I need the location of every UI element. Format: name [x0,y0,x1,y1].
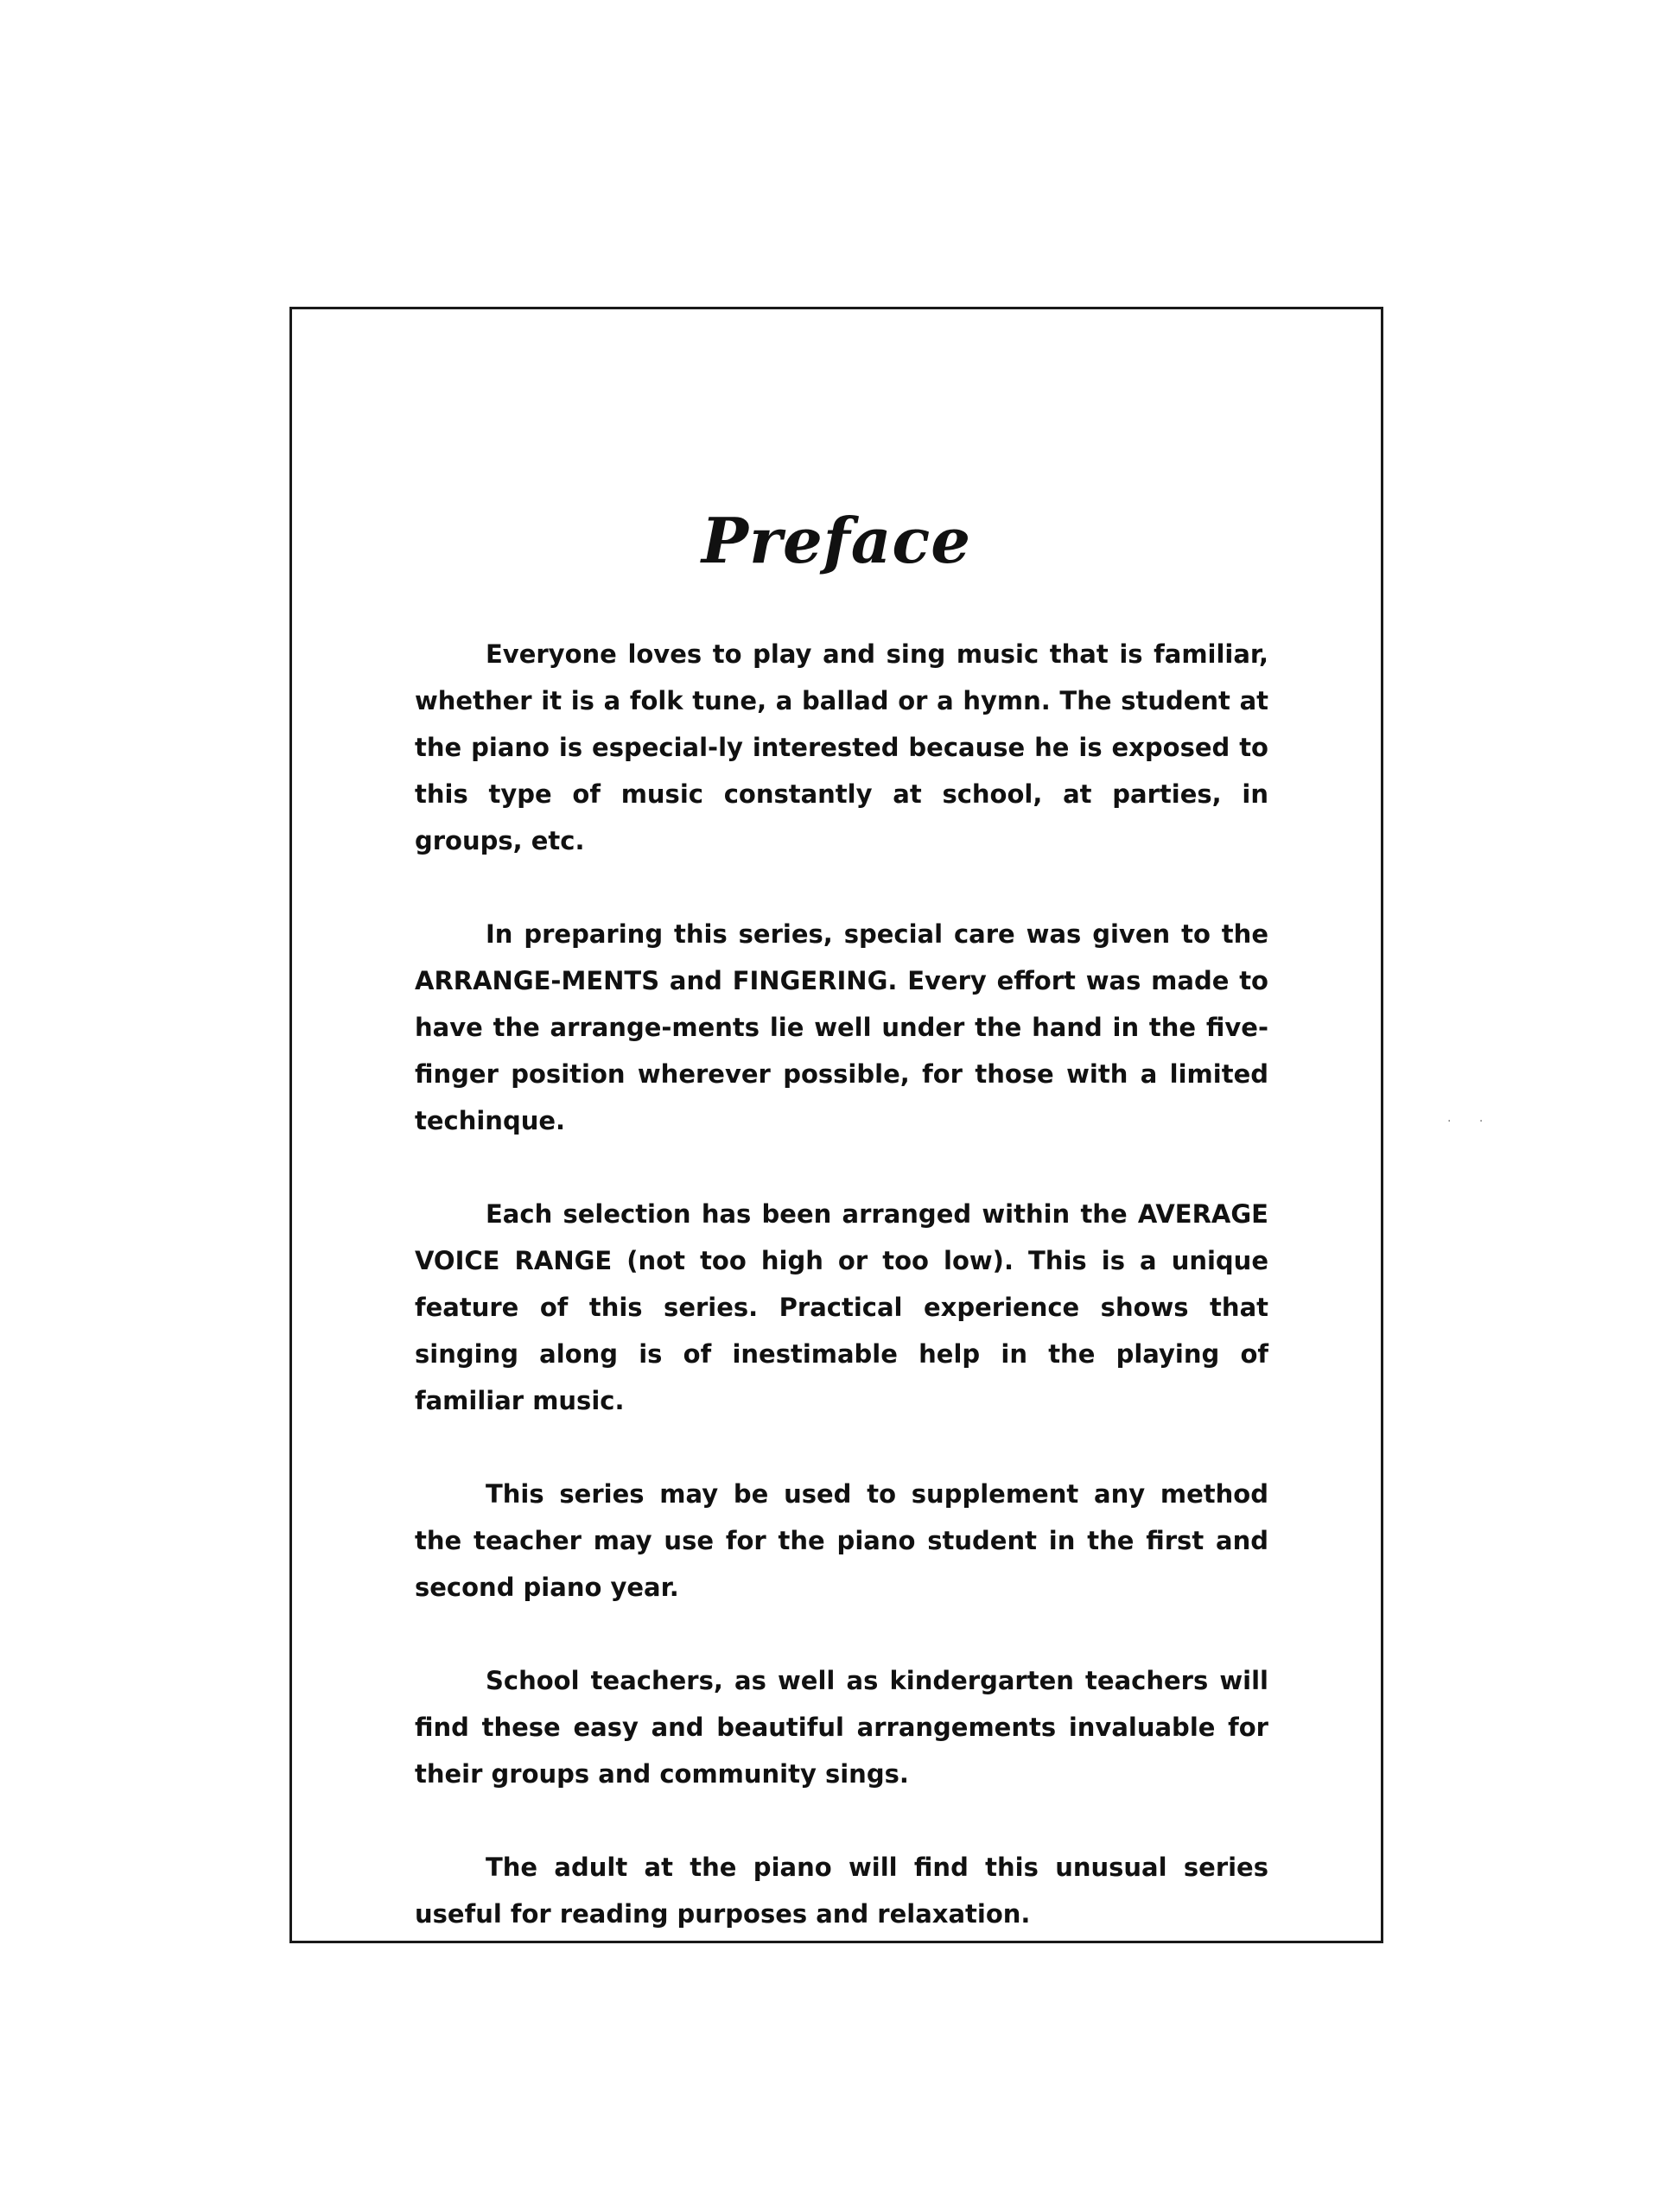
paragraph-supplement: This series may be used to supplement any method the teacher may use for the piano student in the first and second piano year. [415,1479,1268,1602]
page-title: Preface [701,504,972,577]
paragraph-teachers: School teachers, as well as kindergarten teachers will find these easy and beautiful arrangements invaluable for their groups and community sings. [415,1666,1268,1789]
paragraph-arrangements: In preparing this series, special care was given to the ARRANGE-MENTS and FINGERING. Every effort was made to have the arrange-ments lie well under the hand in the five-finger position wherever possible, for those with a limited techinque. [415,919,1268,1135]
paragraph-voice-range: Each selection has been arranged within the AVERAGE VOICE RANGE (not too high or too low). This is a unique feature of this series. Practical experience shows that singing along is of inestimable help in the playing of familiar music. [415,1199,1268,1415]
page-border [289,307,1383,1943]
paragraph-adult: The adult at the piano will find this unusual series useful for reading purposes and relaxation. [415,1853,1268,1929]
paragraph-familiar-music: Everyone loves to play and sing music that is familiar, whether it is a folk tune, a ballad or a hymn. The student at the piano is especial-ly interested because he is exposed to this type of music constantly at school, at parties, in groups, etc. [415,639,1268,855]
scan-specks-decoration: · · [1447,1115,1496,1128]
preface-body [415,631,1268,1984]
